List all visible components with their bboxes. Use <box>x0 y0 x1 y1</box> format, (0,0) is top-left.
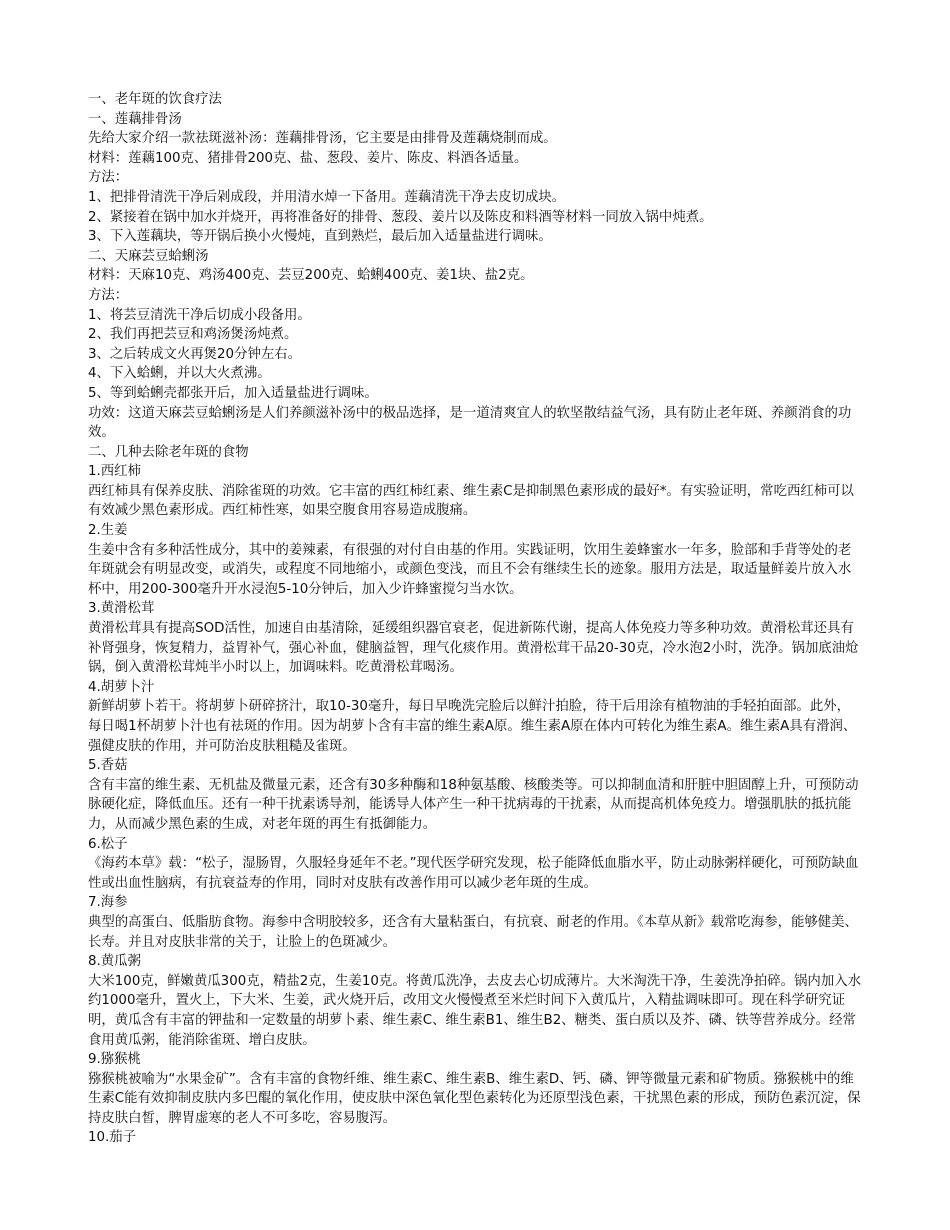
food-title: 2.生姜 <box>88 523 128 539</box>
document-body <box>88 90 863 1148</box>
food-title: 7.海参 <box>88 895 128 911</box>
food-title: 4.胡萝卜汁 <box>88 679 155 695</box>
method-step: 4、下入蛤蜊，并以大火煮沸。 <box>88 366 271 382</box>
method-label: 方法： <box>88 287 129 303</box>
method-step: 2、紧接着在锅中加水并烧开，再将准备好的排骨、葱段、姜片以及陈皮和料酒等材料一同放入锅中炖煮。 <box>88 209 713 225</box>
method-label: 方法： <box>88 170 129 186</box>
food-title: 3.黄滑松茸 <box>88 601 155 617</box>
recipe-ingredients: 材料：天麻10克、鸡汤400克、芸豆200克、蛤蜊400克、姜1块、盐2克。 <box>88 268 534 284</box>
recipe-title-tianma-soup: 二、天麻芸豆蛤蜊汤 <box>88 248 209 264</box>
food-description: 黄滑松茸具有提高SOD活性，加速自由基清除，延缓组织器官衰老，促进新陈代谢，提高人体免疫力等多种功效。黄滑松茸还具有补肾强身，恢复精力，益胃补气，强心补血，健脑益智，理气化痰作用。黄滑松茸干品20-30克，冷水泡2小时，洗净。锅加底油炝锅，倒入黄滑松茸炖半小时以上，加调味料。吃黄滑松茸喝汤。 <box>88 621 859 676</box>
food-description: 《海药本草》载：“松子，湿肠胃，久服轻身延年不老。”现代医学研究发现，松子能降低血脂水平，防止动脉粥样硬化，可预防缺血性或出血性脑病，有抗衰益寿的作用，同时对皮肤有改善作用可以减少老年斑的生成。 <box>88 856 859 891</box>
heading-elderly-spots-diet: 一、老年斑的饮食疗法 <box>88 92 222 107</box>
section-heading-foods: 二、几种去除老年斑的食物 <box>88 444 249 460</box>
food-title: 8.黄瓜粥 <box>88 954 141 970</box>
food-description: 猕猴桃被喻为“水果金矿”。含有丰富的食物纤维、维生素C、维生素B、维生素D、钙、磷、钾等微量元素和矿物质。猕猴桃中的维生素C能有效抑制皮肤内多巴醌的氧化作用，使皮肤中深色氧化型色素转化为还原型浅色素，干扰黑色素的形成，预防色素沉淀，保持皮肤白皙，脾胃虚寒的老人不可多吃，容易腹泻。 <box>88 1071 861 1126</box>
food-description: 含有丰富的维生素、无机盐及微量元素，还含有30多种酶和18种氨基酸、核酸类等。可以抑制血清和肝脏中胆固醇上升，可预防动脉硬化症，降低血压。还有一种干扰素诱导剂，能诱导人体产生一种干扰病毒的干扰素，从而提高机体免疫力。增强肌肤的抵抗能力，从而减少黑色素的生成，对老年斑的再生有抵御能力。 <box>88 777 859 832</box>
food-description: 生姜中含有多种活性成分，其中的姜辣素，有很强的对付自由基的作用。实践证明，饮用生姜蜂蜜水一年多，脸部和手背等处的老年斑就会有明显改变，或消失，或程度不同地缩小，或颜色变浅，而且不会有继续生长的迹象。服用方法是，取适量鲜姜片放入水杯中，用200-300毫升开水浸泡5-10分钟后，加入少许蜂蜜搅匀当水饮。 <box>88 542 852 597</box>
method-step: 5、等到蛤蜊壳都张开后，加入适量盐进行调味。 <box>88 385 378 401</box>
recipe-title-lotus-rib-soup: 一、莲藕排骨汤 <box>88 111 182 127</box>
food-title: 6.松子 <box>88 836 128 852</box>
method-step: 2、我们再把芸豆和鸡汤煲汤炖煮。 <box>88 327 298 343</box>
food-title: 5.香菇 <box>88 758 128 774</box>
method-step: 3、下入莲藕块，等开锅后换小火慢炖，直到熟烂，最后加入适量盐进行调味。 <box>88 229 552 245</box>
food-title: 9.猕猴桃 <box>88 1052 141 1068</box>
food-description: 典型的高蛋白、低脂肪食物。海参中含明胶较多，还含有大量粘蛋白，有抗衰、耐老的作用。《本草从新》载常吃海参，能够健美、长寿。并且对皮肤非常的关于，让脸上的色斑减少。 <box>88 914 858 950</box>
food-description: 大米100克，鲜嫩黄瓜300克，精盐2克，生姜10克。将黄瓜洗净，去皮去心切成薄片。大米淘洗干净，生姜洗净拍碎。锅内加入水约1000毫升，置火上，下大米、生姜，武火烧开后，改用文火慢慢煮至米烂时间下入黄瓜片，入精盐调味即可。现在科学研究证明，黄瓜含有丰富的钾盐和一定数量的胡萝卜素、维生素C、维生素B1、维生B2、糖类、蛋白质以及芥、磷、铁等营养成分。经常食用黄瓜粥，能消除雀斑、增白皮肤。 <box>88 973 861 1048</box>
food-description: 新鲜胡萝卜若干。将胡萝卜研碎挤汁，取10-30毫升，每日早晚洗完脸后以鲜汁拍脸，待干后用涂有植物油的手轻拍面部。此外，每日喝1杯胡萝卜汁也有祛斑的作用。因为胡萝卜含有丰富的维生素A原。维生素A原在体内可转化为维生素A。维生素A具有滑润、强健皮肤的作用，并可防治皮肤粗糙及雀斑。 <box>88 699 857 754</box>
food-title: 10.茄子 <box>88 1130 137 1146</box>
recipe-ingredients: 材料：莲藕100克、猪排骨200克、盐、葱段、姜片、陈皮、料酒各适量。 <box>88 150 528 166</box>
method-step: 1、把排骨清洗干净后剁成段，并用清水焯一下备用。莲藕清洗干净去皮切成块。 <box>88 189 566 205</box>
recipe-intro: 先给大家介绍一款祛斑滋补汤：莲藕排骨汤，它主要是由排骨及莲藕烧制而成。 <box>88 131 557 147</box>
food-title: 1.西红柿 <box>88 464 141 480</box>
recipe-effect: 功效：这道天麻芸豆蛤蜊汤是人们养颜滋补汤中的极品选择，是一道清爽宜人的软坚散结益气汤，具有防止老年斑、养颜消食的功效。 <box>88 405 852 441</box>
food-description: 西红柿具有保养皮肤、消除雀斑的功效。它丰富的西红柿红素、维生素C是抑制黑色素形成的最好*。有实验证明，常吃西红柿可以有效减少黑色素形成。西红柿性寒，如果空腹食用容易造成腹痛。 <box>88 483 854 519</box>
method-step: 3、之后转成文火再煲20分钟左右。 <box>88 346 302 362</box>
method-step: 1、将芸豆清洗干净后切成小段备用。 <box>88 307 311 323</box>
